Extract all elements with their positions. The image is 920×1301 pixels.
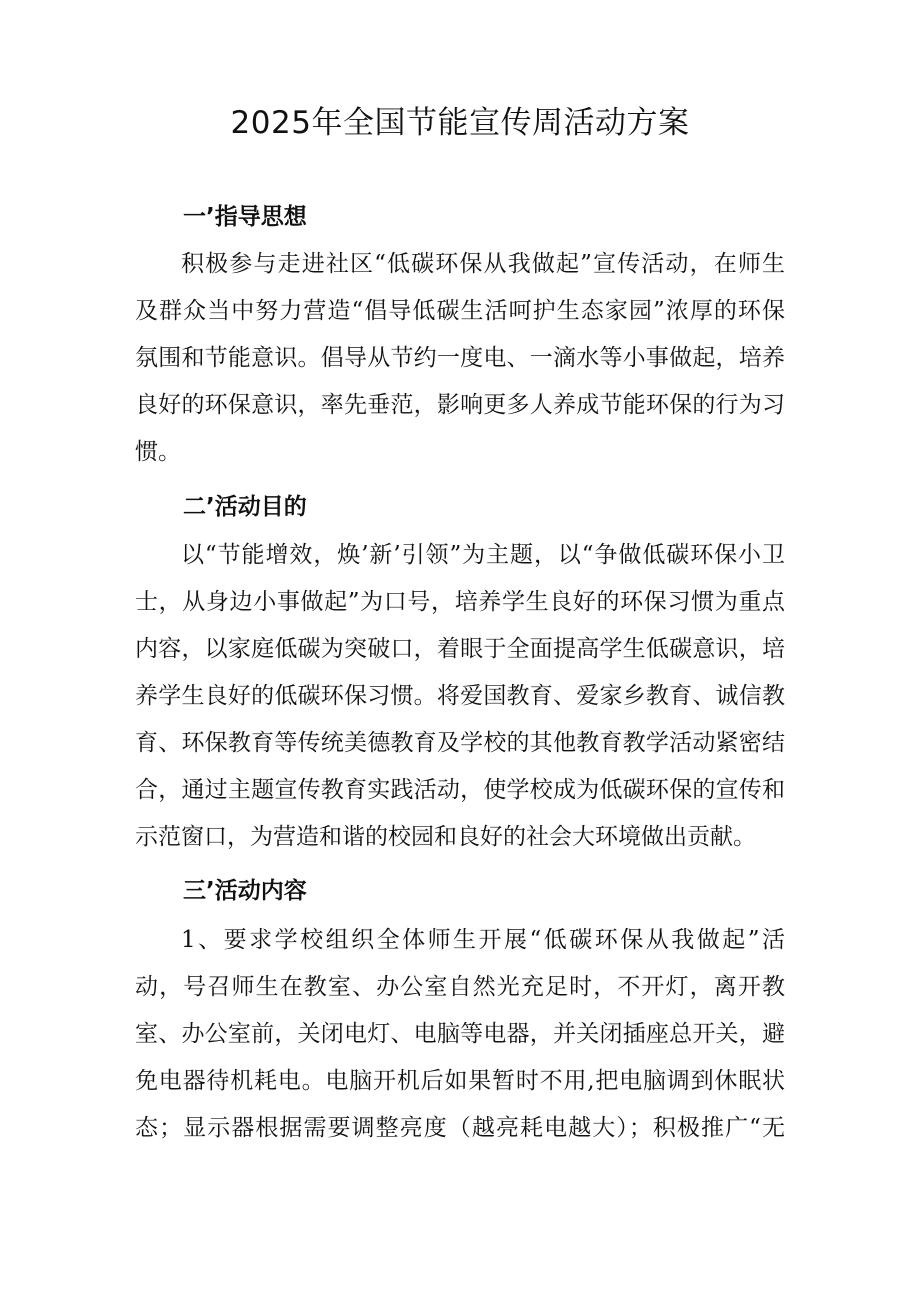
paragraph-line: 态；显示器根据需要调整亮度（越亮耗电越大）；积极推广“无 (135, 1115, 785, 1141)
paragraph-line: 示范窗口，为营造和谐的校园和良好的社会大环境做出贡献。 (135, 824, 756, 850)
section-heading-guiding-thought: 一’指导思想 (183, 204, 307, 230)
paragraph-line: 良好的环保意识，率先垂范，影响更多人养成节能环保的行为习 (135, 392, 785, 418)
document-title: 2025年全国节能宣传周活动方案 (230, 105, 690, 141)
paragraph-line: 动，号召师生在教室、办公室自然光充足时，不开灯，离开教 (135, 974, 785, 1000)
paragraph-line: 士，从身边小事做起”为口号，培养学生良好的环保习惯为重点 (135, 589, 785, 615)
section-heading-activity-content: 三’活动内容 (183, 878, 307, 904)
paragraph-line: 以“节能增效，焕’新’引领”为主题，以“争做低碳环保小卫 (181, 542, 785, 568)
paragraph-line: 惯。 (135, 439, 181, 465)
section-paragraph-guiding-thought (135, 241, 785, 476)
paragraph-line: 育、环保教育等传统美德教育及学校的其他教育教学活动紧密结 (135, 730, 785, 756)
section-paragraph-activity-purpose (135, 532, 785, 861)
paragraph-line: 1、要求学校组织全体师生开展“低碳环保从我做起”活 (181, 927, 785, 953)
paragraph-line: 积极参与走进社区“低碳环保从我做起”宣传活动，在师生 (181, 251, 785, 277)
paragraph-line: 室、办公室前，关闭电灯、电脑等电器，并关闭插座总开关，避 (135, 1021, 785, 1047)
paragraph-line: 养学生良好的低碳环保习惯。将爱国教育、爱家乡教育、诚信教 (135, 683, 785, 709)
section-paragraph-activity-content (135, 917, 785, 1152)
paragraph-line: 及群众当中努力营造“倡导低碳生活呵护生态家园”浓厚的环保 (135, 298, 785, 324)
paragraph-line: 合，通过主题宣传教育实践活动，使学校成为低碳环保的宣传和 (135, 777, 785, 803)
paragraph-line: 免电器待机耗电。电脑开机后如果暂时不用,把电脑调到休眠状 (135, 1068, 785, 1094)
section-heading-activity-purpose: 二’活动目的 (183, 494, 307, 520)
paragraph-line: 氛围和节能意识。倡导从节约一度电、一滴水等小事做起，培养 (135, 345, 785, 371)
paragraph-line: 内容，以家庭低碳为突破口，着眼于全面提高学生低碳意识，培 (135, 636, 785, 662)
